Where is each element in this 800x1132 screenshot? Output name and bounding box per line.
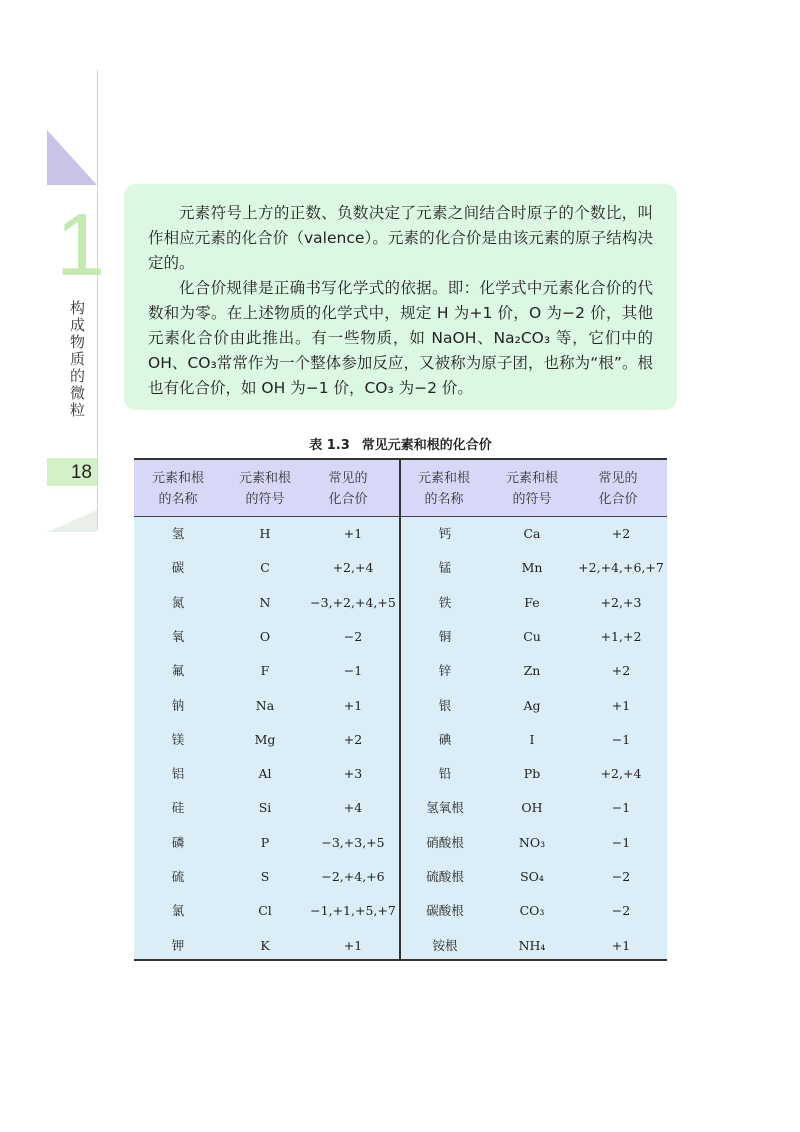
table-cell-valence: −2 (343, 628, 363, 644)
table-cell-valence: +2 (611, 663, 631, 679)
table-cell-name: 硅 (171, 800, 185, 816)
table-cell-valence: +3 (343, 766, 363, 782)
chapter-number: 1 (56, 195, 105, 294)
table-cell-symbol: Si (258, 800, 272, 816)
table-cell-name: 碳酸根 (426, 903, 464, 919)
table-cell-name: 镁 (171, 731, 185, 747)
table-cell-name: 硫 (171, 869, 185, 884)
table-cell-symbol: C (260, 560, 270, 576)
header-name-left: 元素和根的名称 (152, 471, 205, 507)
table-cell-symbol: SO₄ (520, 869, 544, 884)
header-symbol-right: 元素和根的符号 (506, 471, 559, 507)
table-cell-name: 氢氧根 (426, 800, 464, 816)
table-caption-label: 表 1.3 (309, 438, 350, 453)
table-cell-symbol: OH (521, 800, 543, 816)
chapter-title: 构成物质的微粒 (68, 300, 86, 419)
table-cell-name: 碳 (171, 560, 185, 576)
table-cell-valence: +1 (611, 937, 631, 953)
table-cell-name: 铵根 (432, 937, 458, 953)
table-cell-name: 铜 (438, 628, 452, 644)
table-cell-symbol: NH₄ (518, 937, 546, 953)
table-cell-valence: −3,+3,+5 (321, 834, 385, 850)
table-cell-valence: +2,+4 (332, 560, 374, 576)
table-caption-title: 常见元素和根的化合价 (361, 438, 492, 453)
table-cell-name: 硫酸根 (426, 869, 464, 884)
table-cell-valence: −1 (343, 663, 363, 679)
panel-paragraph-2: 化合价规律是正确书写化学式的依据。即：化学式中元素化合价的代数和为零。在上述物质的化学式中，规定 H 为+1 价，O 为−2 价，其他元素化合价由此推出。有一些物质，如 NaOH、Na₂CO₃ 等，它们中的 OH、CO₃常常作为一个整体参加反应，又被称为原子团，也称为“根”。根也有化合价，如 OH 为−1 价，CO₃ 为−2 价。 (148, 279, 653, 397)
table-cell-symbol: Ag (523, 697, 541, 713)
table-cell-symbol: Al (258, 766, 272, 782)
table-cell-name: 氟 (171, 663, 185, 679)
table-cell-name: 氯 (171, 903, 185, 919)
table-cell-symbol: Zn (523, 663, 541, 679)
table-cell-valence: −1,+1,+5,+7 (310, 903, 396, 919)
table-cell-valence: +1,+2 (600, 628, 642, 644)
table-cell-valence: +1 (343, 937, 363, 953)
table-cell-valence: +4 (343, 800, 363, 816)
table-cell-name: 锌 (438, 663, 452, 679)
table-cell-valence: +2,+4,+6,+7 (578, 560, 664, 576)
table-cell-valence: −3,+2,+4,+5 (310, 594, 396, 610)
info-panel (124, 184, 677, 410)
header-name-right: 元素和根的名称 (418, 471, 471, 507)
table-cell-symbol: S (260, 869, 270, 884)
table-cell-symbol: N (259, 594, 271, 610)
header-symbol-left: 元素和根的符号 (239, 471, 292, 507)
panel-paragraph-1: 元素符号上方的正数、负数决定了元素之间结合时原子的个数比，叫作相应元素的化合价（valence）。元素的化合价是由该元素的原子结构决定的。 (148, 204, 653, 272)
table-cell-name: 氢 (171, 526, 185, 541)
table-cell-name: 钠 (171, 697, 185, 713)
table-cell-valence: −2,+4,+6 (321, 869, 385, 884)
table-cell-symbol: Fe (524, 594, 540, 610)
table-cell-symbol: Pb (523, 766, 541, 782)
table-cell-symbol: Ca (523, 526, 541, 541)
table-cell-valence: −2 (611, 869, 631, 884)
table-cell-valence: −1 (611, 834, 631, 850)
table-cell-symbol: Cl (258, 903, 272, 919)
table-cell-valence: +2 (611, 526, 631, 541)
table-cell-symbol: Mg (254, 731, 276, 747)
table-cell-name: 锰 (438, 560, 452, 576)
header-valence-left: 常见的化合价 (328, 471, 368, 507)
table-cell-valence: −2 (611, 903, 631, 919)
table-cell-name: 银 (438, 697, 452, 713)
table-cell-symbol: K (260, 937, 270, 953)
table-cell-symbol: Cu (523, 628, 541, 644)
valence-table (134, 458, 667, 961)
table-cell-valence: +1 (611, 697, 631, 713)
table-cell-name: 碘 (438, 731, 452, 747)
table-cell-symbol: Mn (521, 560, 543, 576)
table-cell-name: 硝酸根 (426, 834, 464, 850)
table-cell-symbol: O (259, 628, 271, 644)
table-cell-symbol: I (529, 731, 535, 747)
table-cell-valence: +1 (343, 697, 363, 713)
table-cell-name: 钾 (171, 937, 185, 953)
table-cell-name: 铁 (438, 594, 452, 610)
table-cell-valence: +1 (343, 526, 363, 541)
table-cell-name: 氧 (171, 628, 185, 644)
table-cell-name: 铅 (438, 766, 452, 782)
table-cell-symbol: Na (255, 697, 275, 713)
table-cell-valence: +2,+3 (600, 594, 642, 610)
table-cell-symbol: F (260, 663, 270, 679)
table-cell-name: 钙 (438, 526, 452, 541)
table-cell-name: 铝 (171, 766, 185, 782)
table-cell-valence: −1 (611, 731, 631, 747)
table-cell-valence: +2,+4 (600, 766, 642, 782)
table-cell-name: 氮 (171, 594, 185, 610)
table-cell-name: 磷 (171, 834, 185, 850)
table-caption (134, 434, 667, 454)
table-cell-valence: +2 (343, 731, 363, 747)
table-cell-symbol: H (259, 526, 271, 541)
table-cell-symbol: P (260, 834, 270, 850)
page-number: 18 (70, 462, 92, 483)
table-cell-valence: −1 (611, 800, 631, 816)
header-valence-right: 常见的化合价 (598, 471, 638, 507)
table-cell-symbol: CO₃ (519, 903, 545, 919)
table-header (134, 460, 667, 517)
table-cell-symbol: NO₃ (518, 834, 546, 850)
